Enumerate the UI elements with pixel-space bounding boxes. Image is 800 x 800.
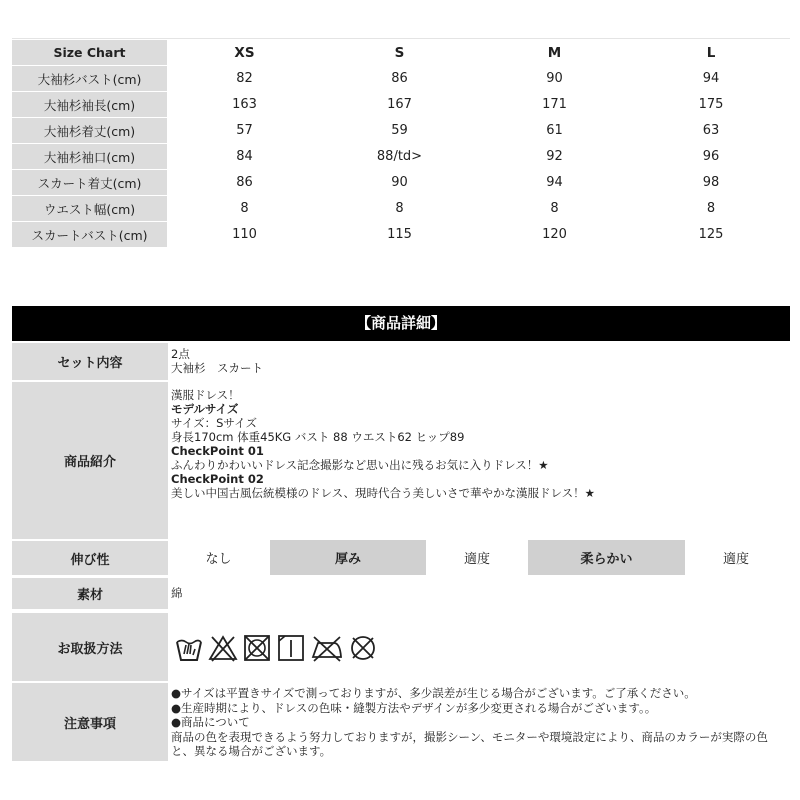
cell: 8 <box>477 196 632 222</box>
stretch-label: 伸び性 <box>70 552 110 568</box>
size-chart-header-row <box>12 40 790 66</box>
cell: 82 <box>167 66 322 92</box>
cell: 88/td> <box>322 144 477 170</box>
note-line: ●生産時期により、ドレスの色味・縫製方法やデザインが多少変更される場合がございます。。 <box>171 700 657 715</box>
stretch-option-thick: 厚み <box>270 540 426 575</box>
cell: 84 <box>167 144 322 170</box>
set-contents-label: セット内容 <box>57 356 123 371</box>
model-body: 身長170cm 体重45KG バスト 88 ウエスト62 ヒップ89 <box>171 430 465 444</box>
table-row <box>12 92 790 118</box>
stretch-label-cell <box>12 541 168 575</box>
cell: 96 <box>632 144 790 170</box>
line-dry-icon <box>276 633 306 663</box>
cell: 120 <box>477 222 632 248</box>
note-line: 商品の色を表現できるよう努力しておりますが，撮影シーン、モニターや環境設定により、商品のカラーが実際の色 <box>171 729 768 744</box>
stretch-option-none: なし <box>205 552 232 567</box>
cell: 8 <box>167 196 322 222</box>
product-intro-label: 商品紹介 <box>63 455 116 470</box>
stretch-option-soft: 柔らかい <box>528 540 685 575</box>
no-tumble-dry-icon <box>242 633 272 663</box>
row-label: スカート着丈(cm) <box>12 170 167 196</box>
size-header-m: M <box>477 40 632 66</box>
row-label: 大袖杉袖長(cm) <box>12 92 167 118</box>
cell: 163 <box>167 92 322 118</box>
row-label: 大袖杉バスト(cm) <box>12 66 167 92</box>
cell: 8 <box>632 196 790 222</box>
note-line: ●サイズは平置きサイズで測っておりますが、多少誤差が生じる場合がございます。ご了承ください。 <box>171 686 696 700</box>
table-row <box>12 118 790 144</box>
row-label: 大袖杉着丈(cm) <box>12 118 167 144</box>
material-value: 綿 <box>171 586 183 600</box>
no-bleach-icon <box>208 633 238 663</box>
stretch-option-moderate-2: 適度 <box>722 552 749 567</box>
table-row <box>12 170 790 196</box>
care-label-cell <box>12 613 168 681</box>
cell: 115 <box>322 222 477 248</box>
stretch-option-moderate: 適度 <box>463 552 490 567</box>
size-header-l: L <box>632 40 790 66</box>
cell: 94 <box>632 66 790 92</box>
cell: 61 <box>477 118 632 144</box>
set-contents-label-cell <box>12 343 168 380</box>
set-line: 2点 <box>171 347 190 361</box>
cell: 171 <box>477 92 632 118</box>
product-intro-content <box>171 388 595 500</box>
notes-label: 注意事項 <box>63 716 116 732</box>
product-details-banner: 【商品詳細】 <box>12 306 790 341</box>
cell: 57 <box>167 118 322 144</box>
cell: 94 <box>477 170 632 196</box>
cell: 167 <box>322 92 477 118</box>
note-line: ●商品について <box>171 715 250 729</box>
no-dry-clean-icon <box>348 633 378 663</box>
cell: 125 <box>632 222 790 248</box>
cell: 86 <box>322 66 477 92</box>
size-header-s: S <box>322 40 477 66</box>
cell: 86 <box>167 170 322 196</box>
cell: 63 <box>632 118 790 144</box>
model-size-heading: モデルサイズ <box>171 402 239 416</box>
cell: 98 <box>632 170 790 196</box>
set-line: 大袖杉 スカート <box>171 361 263 375</box>
size-chart-title: Size Chart <box>12 40 167 66</box>
size-header-xs: XS <box>167 40 322 66</box>
note-line: と、異なる場合がございます。 <box>171 744 332 758</box>
intro-line: 漢服ドレス！ <box>171 388 240 402</box>
material-label: 素材 <box>76 588 103 603</box>
product-intro-label-cell <box>12 382 168 539</box>
care-label: お取扱方法 <box>57 641 123 657</box>
cell: 175 <box>632 92 790 118</box>
no-iron-icon <box>310 633 344 663</box>
checkpoint-1-heading: CheckPoint 01 <box>171 444 264 458</box>
table-row <box>12 196 790 222</box>
cell: 92 <box>477 144 632 170</box>
checkpoint-2-heading: CheckPoint 02 <box>171 472 264 486</box>
notes-label-cell <box>12 683 168 761</box>
cell: 59 <box>322 118 477 144</box>
size-chart-table <box>12 40 790 248</box>
table-row <box>12 66 790 92</box>
care-icons <box>174 633 378 663</box>
row-label: 大袖杉袖口(cm) <box>12 144 167 170</box>
notes-content <box>171 686 768 759</box>
cell: 90 <box>322 170 477 196</box>
hand-wash-icon <box>174 633 204 663</box>
cell: 8 <box>322 196 477 222</box>
cell: 90 <box>477 66 632 92</box>
material-label-cell <box>12 578 168 609</box>
table-top-border <box>12 38 790 39</box>
cell: 110 <box>167 222 322 248</box>
row-label: ウエスト幅(cm) <box>12 196 167 222</box>
checkpoint-1-text: ふんわりかわいいドレス記念撮影など思い出に残るお気に入りドレス！★ <box>171 458 549 472</box>
checkpoint-2-text: 美しい中国古風伝統模様のドレス、現時代合う美しいさで華やかな漢服ドレス！★ <box>171 486 595 500</box>
model-size: サイズ：Sサイズ <box>171 416 257 430</box>
table-row <box>12 222 790 248</box>
set-contents-value <box>171 347 263 375</box>
row-label: スカートバスト(cm) <box>12 222 167 248</box>
table-row <box>12 144 790 170</box>
